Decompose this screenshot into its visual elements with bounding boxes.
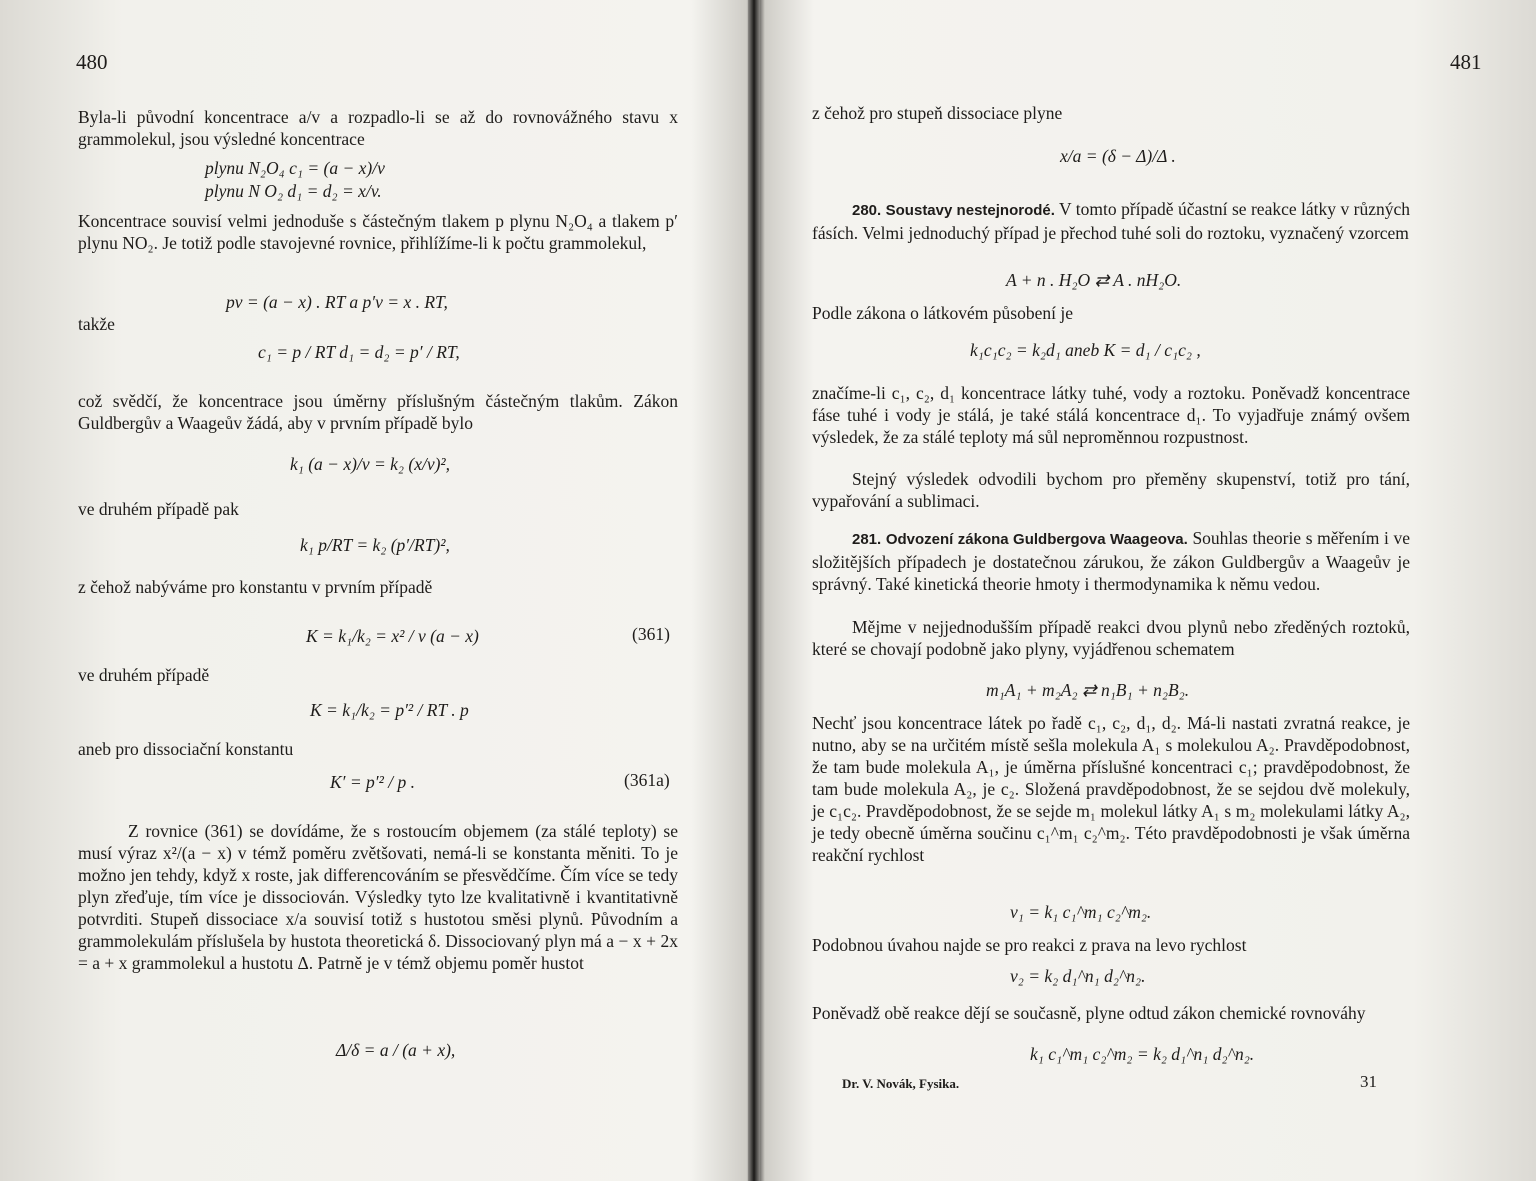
left-page	[0, 0, 752, 1181]
equation: k₁ c₁^m₁ c₂^m₂ = k₂ d₁^n₁ d₂^n₂.	[1030, 1044, 1255, 1064]
equation: v₁ = k₁ c₁^m₁ c₂^m₂.	[1010, 902, 1152, 922]
equation: v₂ = k₂ d₁^n₁ d₂^n₂.	[1010, 966, 1146, 986]
paragraph: Byla-li původní koncentrace a/v a rozpadlo-li se až do rovnovážného stavu x grammolekul, jsou výsledné koncentrace	[78, 107, 678, 149]
paragraph: Podle zákona o látkovém působení je	[812, 303, 1073, 323]
right-page	[760, 0, 1536, 1181]
section-number: 281.	[852, 531, 882, 548]
paragraph: V tomto případě účastní se reakce látky v různých fásích. Velmi jednoduchý případ je přechod tuhé soli do roztoku, vyznačený vzorcem	[812, 199, 1411, 243]
paragraph: z čehož nabýváme pro konstantu v prvním případě	[78, 577, 433, 597]
equation: k₁ (a − x)/v = k₂ (x/v)²,	[290, 454, 451, 474]
equation: plynu N O₂ d₁ = d₂ = x/v.	[205, 181, 382, 201]
equation: K′ = p′² / p .	[330, 772, 415, 792]
paragraph: Mějme v nejjednodušším případě reakci dvou plynů nebo zředěných roztoků, které se chovají podobně jako plyny, vyjádřenou schematem	[812, 617, 1410, 659]
paragraph: ve druhém případě pak	[78, 499, 239, 519]
paragraph: Koncentrace souvisí velmi jednoduše s částečným tlakem p plynu N₂O₄ a tlakem p′ plynu NO₂. Je totiž podle stavojevné rovnice, přihlížíme-li k počtu grammolekul,	[78, 211, 678, 253]
paragraph: ve druhém případě	[78, 665, 210, 685]
equation-number: (361)	[632, 624, 670, 644]
equation: K = k₁/k₂ = x² / v (a − x)	[306, 626, 479, 646]
paragraph: Souhlas theorie s měřením i ve složitějších případech je dostatečnou zárukou, že zákon Guldbergův a Waageův je správný. Také kinetická theorie hmoty i thermodynamika k němu vedou.	[812, 528, 1410, 594]
equation: m₁A₁ + m₂A₂ ⇄ n₁B₁ + n₂B₂.	[986, 680, 1190, 700]
equation: k₁c₁c₂ = k₂d₁ aneb K = d₁ / c₁c₂ ,	[970, 340, 1201, 360]
page-number-left: 480	[76, 50, 108, 74]
section-number: 280.	[852, 202, 882, 219]
paragraph: z čehož pro stupeň dissociace plyne	[812, 103, 1063, 123]
footer-author: Dr. V. Novák, Fysika.	[842, 1076, 960, 1091]
section-280	[812, 198, 1410, 244]
section-title: Soustavy nestejnorodé.	[885, 202, 1055, 219]
paragraph: což svědčí, že koncentrace jsou úměrny příslušným částečným tlakům. Zákon Guldbergův a Waageův žádá, aby v prvním případě bylo	[78, 391, 678, 433]
equation-number: (361a)	[624, 770, 670, 790]
equation: x/a = (δ − Δ)/Δ .	[1060, 146, 1176, 166]
paragraph: značíme-li c₁, c₂, d₁ koncentrace látky tuhé, vody a roztoku. Poněvadž koncentrace fáse tuhé i vody je stálá, je také stálá koncentrace d₁. To vyjadřuje známý ovšem výsledek, že za stálé teploty má sůl neproměnnou rozpustnost.	[812, 383, 1410, 447]
paragraph: Poněvadž obě reakce dějí se současně, plyne odtud zákon chemické rovnováhy	[812, 1003, 1366, 1023]
equation: Δ/δ = a / (a + x),	[336, 1040, 456, 1060]
text-label: takže	[78, 314, 115, 334]
section-title: Odvození zákona Guldbergova Waageova.	[885, 531, 1188, 548]
equation: K = k₁/k₂ = p′² / RT . p	[310, 700, 469, 720]
paragraph: Nechť jsou koncentrace látek po řadě c₁, c₂, d₁, d₂. Má-li nastati zvratná reakce, je nutno, aby se na určitém místě sešla molekula A₁ s molekulou A₂. Pravděpodobnost, že tam bude molekula A₁, je úměrna příslušné koncentraci c₁; pravděpodobnost, že tam bude molekula A₂, je c₂. Složená pravděpodobnost, že se sejdou dvě molekuly, je c₁c₂. Pravděpodobnost, že se sejde m₁ molekul látky A₁ s m₂ molekulami látky A₂, je tedy obecně úměrna součinu c₁^m₁ c₂^m₂. Této pravděpodobnosti je však úměrna reakční rychlost	[812, 713, 1410, 865]
equation: pv = (a − x) . RT a p′v = x . RT,	[226, 292, 448, 312]
equation: k₁ p/RT = k₂ (p′/RT)²,	[300, 535, 450, 555]
section-281	[812, 527, 1410, 595]
footer-signature: 31	[1360, 1072, 1377, 1091]
paragraph: Podobnou úvahou najde se pro reakci z prava na levo rychlost	[812, 935, 1247, 955]
paragraph: Z rovnice (361) se dovídáme, že s rostoucím objemem (za stálé teploty) se musí výraz x²/(a − x) v témž poměru zvětšovati, nemá-li se konstanta měniti. To je možno jen tehdy, když x roste, jak differencováním se přesvědčíme. Čím více se tedy plyn zřeďuje, tím více je dissociován. Výsledky tyto lze kvalitativně i kvantitativně potvrditi. Stupeň dissociace x/a souvisí totiž s hustotou směsi plynů. Původním a grammolekulám příslušela by hustota theoretická δ. Dissociovaný plyn má a − x + 2x = a + x grammolekul a hustotu Δ. Patrně je v témž objemu poměr hustot	[78, 821, 678, 973]
equation: plynu N₂O₄ c₁ = (a − x)/v	[205, 158, 385, 178]
equation: c₁ = p / RT d₁ = d₂ = p′ / RT,	[258, 342, 460, 362]
equation: A + n . H₂O ⇄ A . nH₂O.	[1006, 270, 1182, 290]
paragraph: Stejný výsledek odvodili bychom pro přeměny skupenství, totiž pro tání, vypařování a sublimaci.	[812, 469, 1410, 511]
page-number-right: 481	[1450, 50, 1482, 74]
paragraph: aneb pro dissociační konstantu	[78, 739, 294, 759]
